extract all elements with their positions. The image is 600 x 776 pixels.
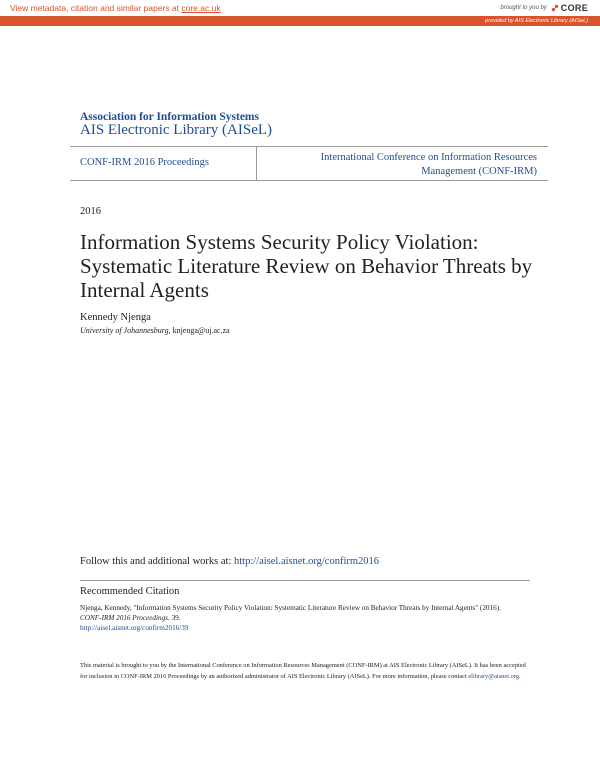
proceedings-link[interactable]: CONF-IRM 2016 Proceedings [80,157,209,168]
core-link[interactable]: core.ac.uk [181,3,221,13]
notice-tail: . [519,673,521,680]
citation-tail: . 39. [167,614,181,622]
conference-link[interactable] [277,151,537,179]
paper-title: Information Systems Security Policy Violation: Systematic Literature Review on Behavior Threats by Internal Agents [80,230,533,302]
citation-text [80,603,520,633]
core-banner-top [0,0,600,16]
brought-by-text: brought to you by [500,5,547,11]
core-brand-group[interactable] [500,3,600,13]
core-metadata-text [0,3,221,13]
core-view-text: View metadata, citation and similar papers at [10,3,182,13]
affiliation-institution: University of Johannesburg [80,326,169,335]
follow-text: Follow this and additional works at: [80,556,234,567]
follow-line [80,556,379,567]
paper-author: Kennedy Njenga [80,312,151,323]
paper-year: 2016 [80,206,101,217]
core-provided-by: provided by AIS Electronic Library (AISeL) [0,16,600,26]
divider-bottom [70,180,548,181]
citation-link[interactable]: http://aisel.aisnet.org/confirm2016/39 [80,624,189,632]
divider-vertical [256,146,257,180]
core-banner [0,0,600,26]
recommended-citation-heading: Recommended Citation [80,586,180,597]
core-brand: CORE [560,3,588,13]
paper-affiliation [80,326,230,335]
divider-top [70,146,548,147]
core-logo-icon [551,4,559,12]
follow-link[interactable]: http://aisel.aisnet.org/confirm2016 [234,556,380,567]
notice-email-link[interactable]: elibrary@aisnet.org [468,673,519,680]
citation-proceedings: CONF-IRM 2016 Proceedings [80,614,168,622]
affiliation-email: , knjenga@uj.ac.za [168,326,230,335]
association-name[interactable]: Association for Information Systems [80,111,259,123]
conference-line-1: International Conference on Information Resources [320,152,537,163]
library-name[interactable]: AIS Electronic Library (AISeL) [80,122,273,138]
conference-line-2: Management (CONF-IRM) [421,166,537,177]
notice-text: This material is brought to you by the International Conference on Information Resources Management (CONF-IRM) at AIS Electronic Library (AISeL). It has been accepted for inclusion in CONF-IRM 2016 Proceedings by an authorized administrator of AIS Electronic Library (AISeL). For more information, please contact [80,662,526,680]
access-notice [80,660,526,682]
citation-body: Njenga, Kennedy, "Information Systems Security Policy Violation: Systematic Literature Review on Behavior Threats by Internal Agents" (2016). [80,604,501,612]
divider-citation [80,580,530,581]
